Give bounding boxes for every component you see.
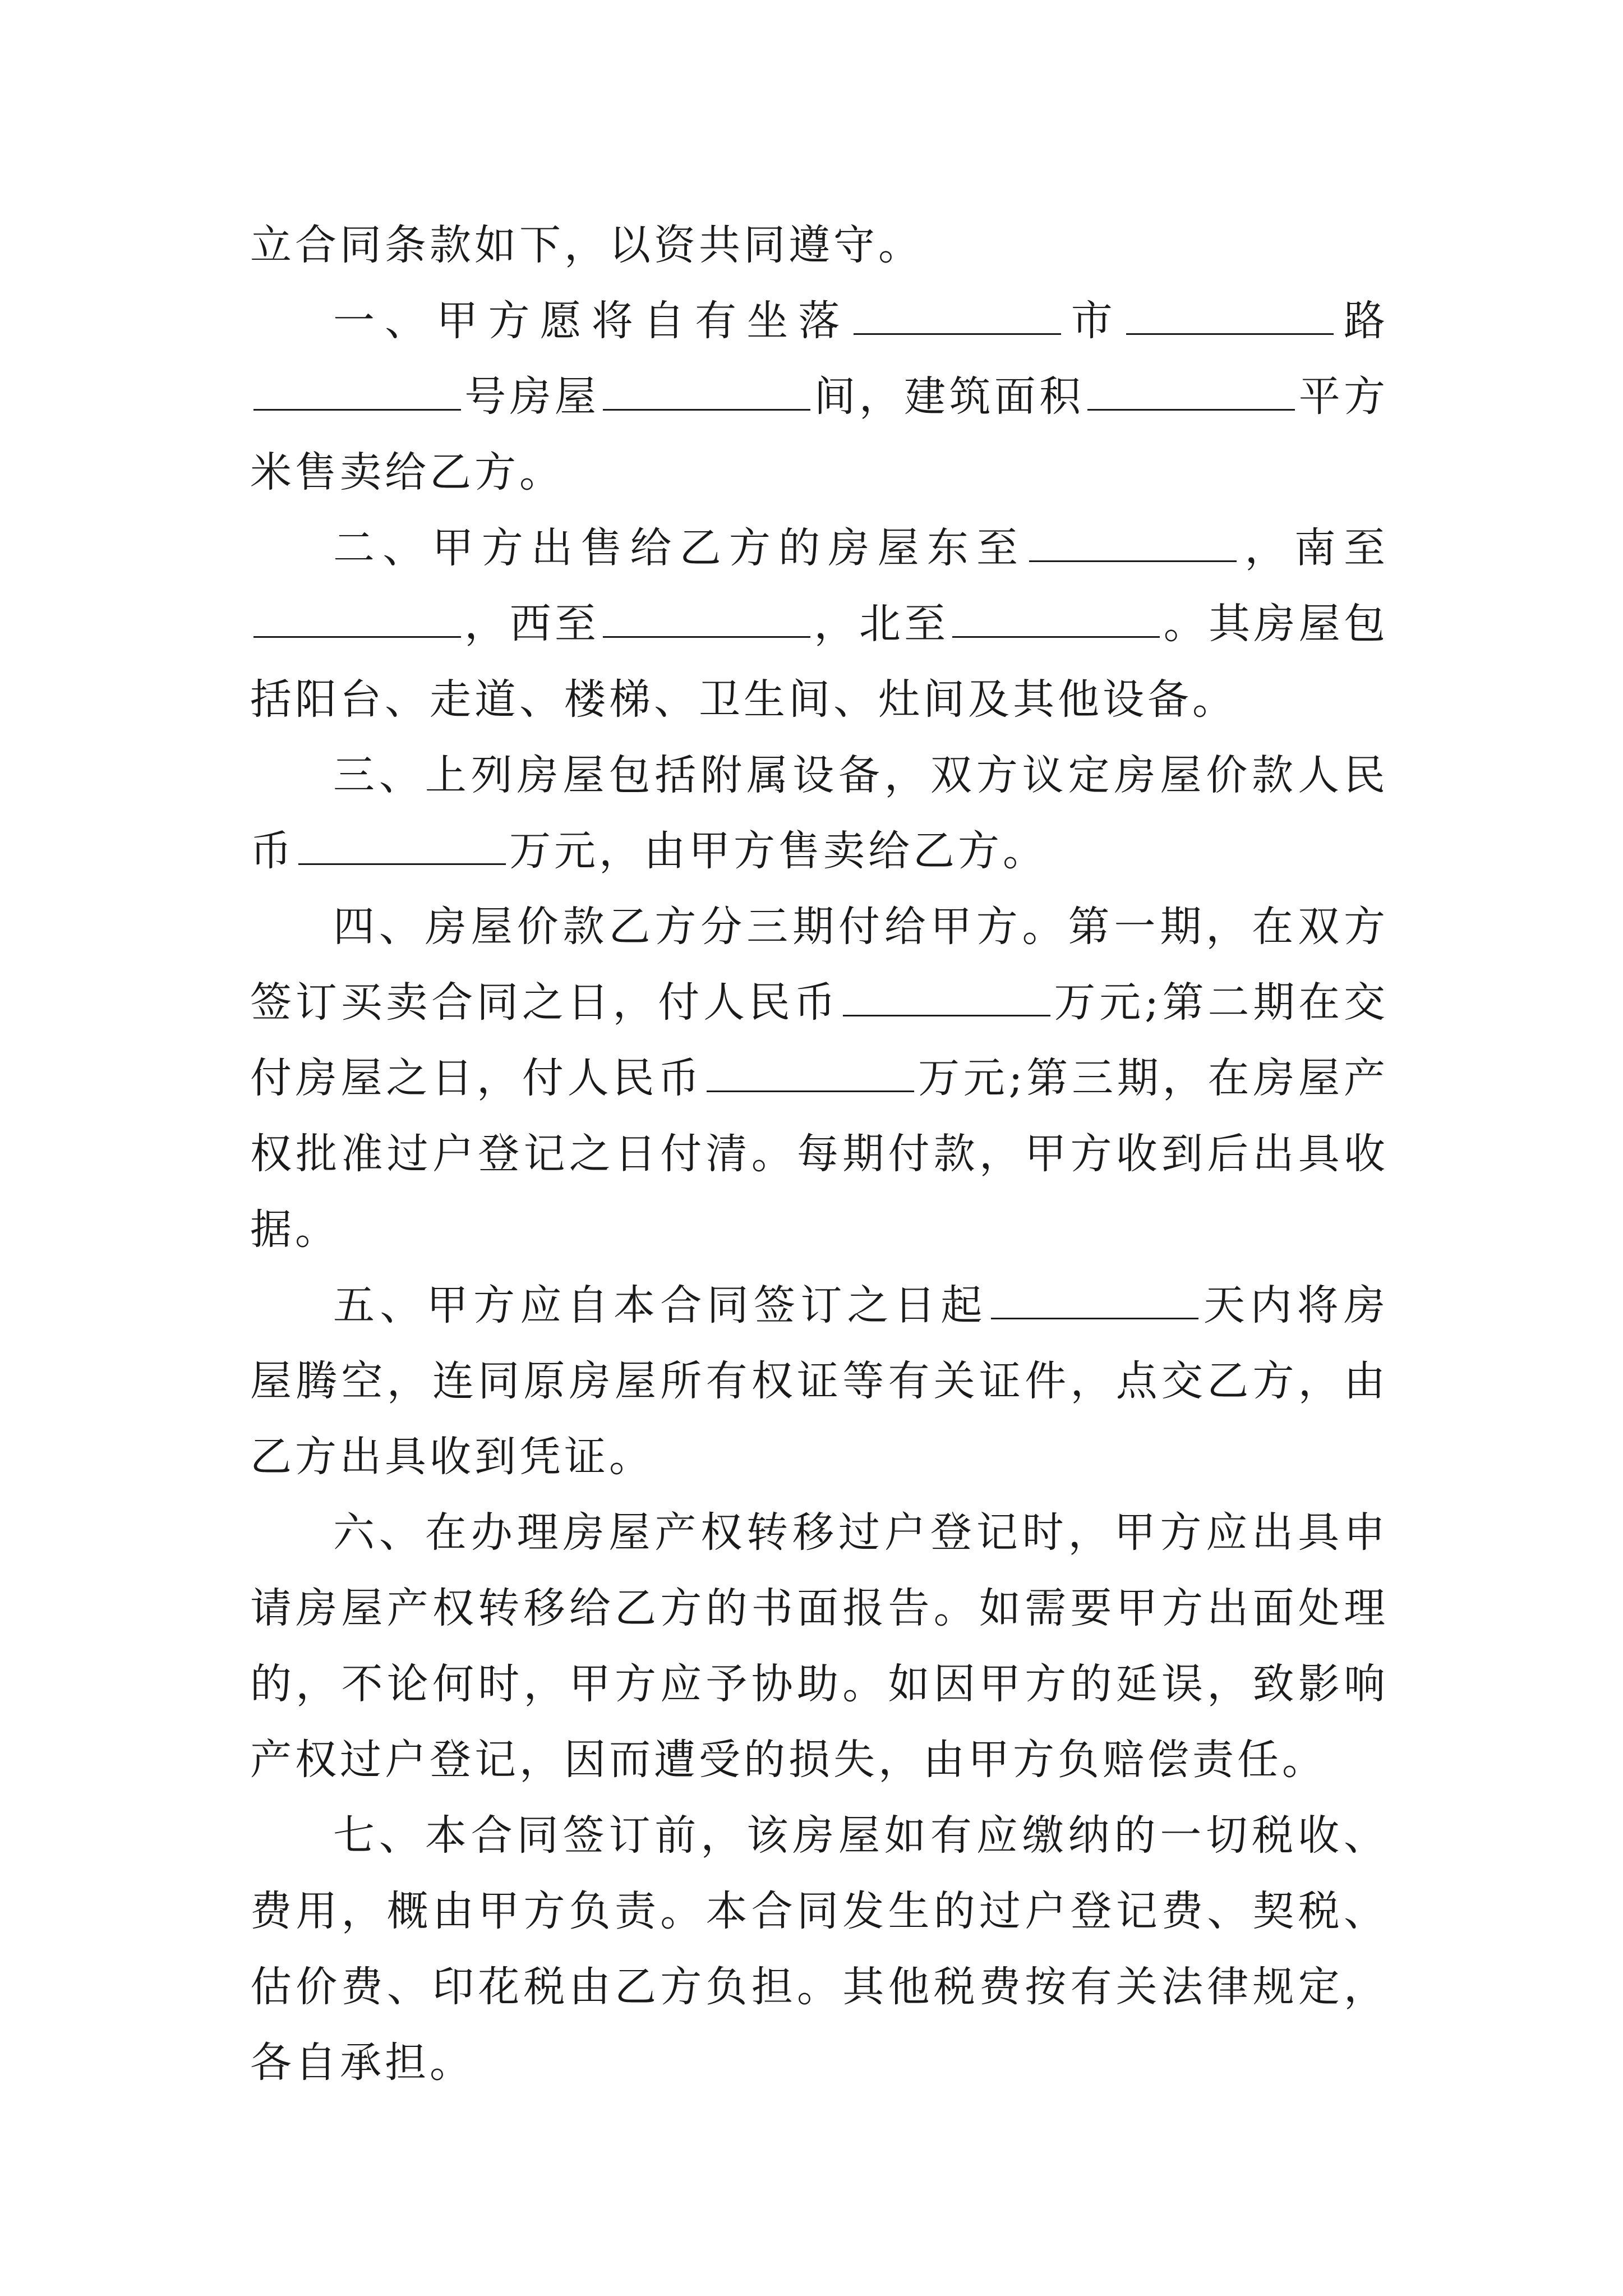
intro-text: 立合同条款如下，以资共同遵守。: [250, 221, 923, 269]
clause-2-text-d: ，北至: [814, 600, 949, 648]
clause-2-text-b: ，南至: [1240, 524, 1389, 572]
clause-1-text-d: 号房屋: [464, 372, 600, 421]
fill-blank-west: [603, 602, 810, 638]
clause-2: [250, 510, 1389, 738]
fill-blank-road: [1126, 300, 1334, 335]
clause-5-text-a: 五、甲方应自本合同签订之日起: [333, 1281, 988, 1329]
fill-blank-north: [952, 602, 1160, 638]
fill-blank-days: [991, 1284, 1198, 1319]
fill-blank-price: [298, 830, 506, 865]
fill-blank-area: [1087, 375, 1295, 411]
paragraph-intro: [250, 208, 1389, 283]
clause-5-text-b: 天内将房屋腾空，连同原房屋所有权证等有关证件，点交乙方，由乙方出具收到凭证。: [250, 1281, 1389, 1481]
clause-5: [250, 1268, 1389, 1495]
clause-3: [250, 738, 1389, 889]
fill-blank-second-payment: [707, 1057, 914, 1092]
clause-3-text-a: 三、上列房屋包括附属设备，双方议定房屋价款人民币: [250, 751, 1389, 875]
clause-7-text: 七、本合同签订前，该房屋如有应缴纳的一切税收、费用，概由甲方负责。本合同发生的过户登记费、契税、估价费、印花税由乙方负担。其他税费按有关法律规定，各自承担。: [250, 1811, 1389, 2087]
fill-blank-south: [253, 602, 461, 638]
clause-1-text-e: 间，建筑面积: [814, 372, 1085, 421]
fill-blank-rooms: [603, 375, 810, 411]
clause-1-text-f: 平方米售卖给乙方。: [250, 372, 1389, 496]
clause-3-text-b: 万元，由甲方售卖给乙方。: [509, 827, 1048, 875]
clause-4-text-b: 万元;第二期在交付房屋之日，付人民币: [250, 978, 1389, 1102]
clause-6-text: 六、在办理房屋产权转移过户登记时，甲方应出具申请房屋产权转移给乙方的书面报告。如需要甲方出面处理的，不论何时，甲方应予协助。如因甲方的延误，致影响产权过户登记，因而遭受的损失，由甲方负赔偿责任。: [250, 1508, 1389, 1784]
clause-6: [250, 1495, 1389, 1798]
contract-body: [250, 208, 1389, 2101]
clause-1-text-b: 市: [1064, 297, 1123, 345]
clause-4: [250, 889, 1389, 1268]
clause-7: [250, 1798, 1389, 2101]
clause-1-text-c: 路: [1336, 297, 1389, 345]
clause-2-text-e: 。其房屋包括阳台、走道、楼梯、卫生间、灶间及其他设备。: [250, 600, 1389, 724]
fill-blank-city: [854, 300, 1061, 335]
clause-4-text-a: 四、房屋价款乙方分三期付给甲方。第一期，在双方签订买卖合同之日，付人民币: [250, 903, 1389, 1027]
clause-2-text-a: 二、甲方出售给乙方的房屋东至: [333, 524, 1026, 572]
clause-2-text-c: ，西至: [464, 600, 600, 648]
fill-blank-east: [1029, 527, 1237, 562]
clause-1: [250, 283, 1389, 510]
fill-blank-number: [253, 375, 461, 411]
clause-1-text-a: 一、甲方愿将自有坐落: [333, 297, 850, 345]
fill-blank-first-payment: [843, 981, 1050, 1016]
clause-4-text-c: 万元;第三期，在房屋产权批准过户登记之日付清。每期付款，甲方收到后出具收据。: [250, 1054, 1389, 1254]
